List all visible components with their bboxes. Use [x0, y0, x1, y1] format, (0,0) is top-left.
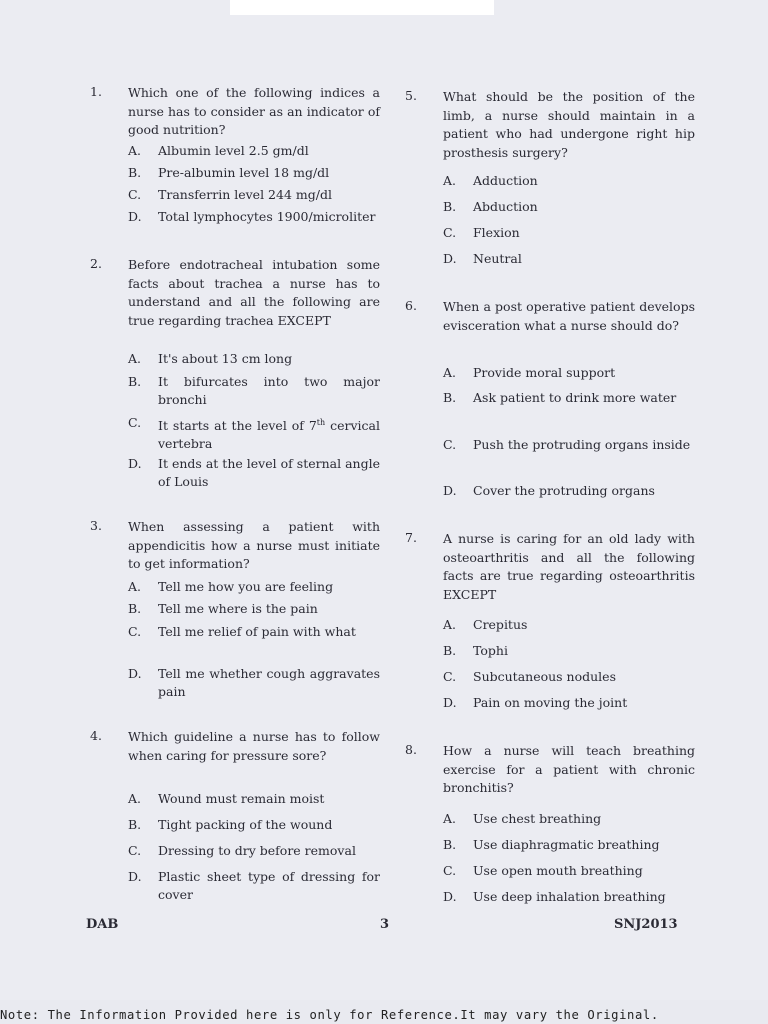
question-number: 4. [90, 728, 102, 743]
footer-paper-code: SNJ2013 [614, 917, 678, 932]
question-text: Which one of the following indices a nurse has to consider as an indicator of good nutrition? [128, 85, 380, 137]
question-number: 7. [405, 530, 417, 545]
top-blank-strip [230, 0, 494, 15]
question-text: When a post operative patient develops evisceration what a nurse should do? [443, 299, 695, 333]
question-number: 2. [90, 256, 102, 271]
question-text: A nurse is caring for an old lady with osteoarthritis and all the following facts are true regarding osteoarthritis EXCEPT [443, 531, 695, 602]
question-text: When assessing a patient with appendicitis how a nurse must initiate to get information? [128, 519, 380, 571]
page-number: 3 [380, 917, 390, 932]
question-number: 3. [90, 518, 102, 533]
question-number: 1. [90, 84, 102, 99]
question-text: What should be the position of the limb, a nurse should maintain in a patient who had undergone right hip prosthesis surgery? [443, 89, 695, 160]
question-text: Before endotracheal intubation some facts about trachea a nurse has to understand and all the following are true regarding trachea EXCEPT [128, 257, 380, 328]
reference-note: Note: The Information Provided here is only for Reference.It may vary the Original. [0, 1008, 659, 1022]
exam-page: 1. Which one of the following indices a nurse has to consider as an indicator of good nutrition? A. Albumin level 2.5 gm/dl B. Pre-albumin level 18 mg/dl C. Transferrin level 244 mg/dl D. Total lymphocytes 1900/microliter 2. Before endotracheal intubation some facts about trachea a nurse has to understand and all the following are true regarding trachea EXCEPT A. It's about 13 cm long B. It bifurcates into two major bronchi C. It starts at the level of 7th cervical vertebra D. It ends at the level of sternal angle of Louis 3. When assessing a patient with appendicitis how a nurse must initiate to get information? A. Tell me how you are feeling B. Tell me where is the pain C. Tell me relief of pain with what D. Tell me whether cough aggravates pain 4. Which guideline a nurse has to follow when caring for pressure sore? A. Wound must remain moist B. Tight packing of the wound C. Dressing to dry before removal D. Plastic sheet type of dressing for cover 5. What should be the position of the limb, a nurse should maintain in a patient who had undergone right hip prosthesis surgery? A. Adduction B. Abduction C. Flexion D. Neutral 6. When a post operative patient develops evisceration what a nurse should do? A. Provide moral support B. Ask patient to drink more water C. Push the protruding organs inside D. Cover the protruding organs 7. A nurse is caring for an old lady with osteoarthritis and all the following facts are true regarding osteoarthritis EXCEPT A. Crepitus B. Tophi C. Subcutaneous nodules D. Pain on moving the joint 8. How a nurse will teach breathing exercise for a patient with chronic bronchitis? A. Use chest breathing B. Use diaphragmatic breathing C. Use open mouth breathing D. Use deep inhalation breathing DAB 3 SNJ2013 [0, 0, 768, 1000]
question-text: How a nurse will teach breathing exercise for a patient with chronic bronchitis? [443, 743, 695, 795]
question-text: Which guideline a nurse has to follow when caring for pressure sore? [128, 729, 380, 763]
question-number: 5. [405, 88, 417, 103]
question-number: 6. [405, 298, 417, 313]
footer-code: DAB [86, 917, 119, 932]
question-number: 8. [405, 742, 417, 757]
